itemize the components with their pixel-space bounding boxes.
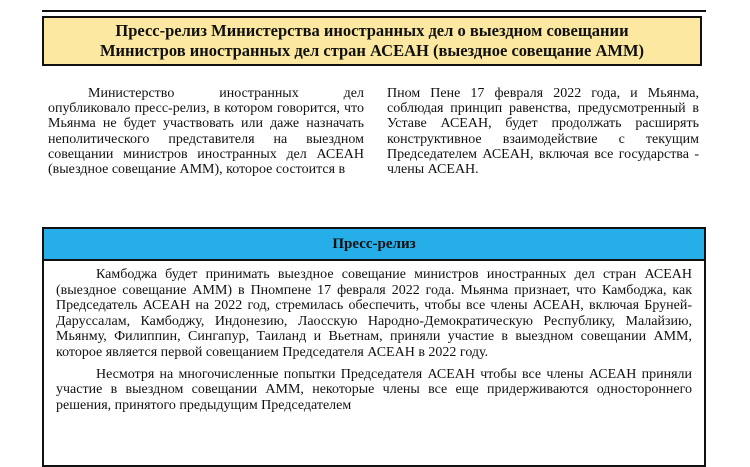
- press-release-body: [44, 261, 704, 413]
- title-banner: [42, 16, 702, 66]
- intro-column-right: [387, 86, 699, 177]
- press-release-heading: Пресс-релиз: [44, 229, 704, 261]
- title-line-2: Министров иностранных дел стран АСЕАН (выездное совещание АММ): [99, 41, 645, 60]
- press-release-box: [42, 227, 706, 467]
- top-rule: [42, 10, 706, 12]
- intro-paragraph-left: Министерство иностранных дел опубликовало пресс-релиз, в котором говорится, что Мьянма не будет участвовать или даже назначать неполитического представителя на выездном совещании министров иностранных дел АСЕАН (выездное совещание АММ), которое состоится в: [48, 86, 364, 178]
- title-line-1: Пресс-релиз Министерства иностранных дел о выездном совещании: [115, 21, 629, 40]
- press-release-paragraph-2: Несмотря на многочисленные попытки Председателя АСЕАН чтобы все члены АСЕАН приняли участие в выездном совещании АММ, некоторые члены все еще придерживаются одностороннего решения, принятого предыдущим Председателем: [56, 366, 692, 413]
- press-release-paragraph-1: Камбоджа будет принимать выездное совещание министров иностранных дел стран АСЕАН (выездное совещание АММ) в Пномпене 17 февраля 2022 года. Мьянма признает, что Камбоджа, как Председатель АСЕАН на 2022 год, стремилась обеспечить, чтобы все члены АСЕАН, включая Бруней-Даруссалам, Камбоджу, Индонезию, Лаосскую Народно-Демократическую Республику, Малайзию, Мьянму, Филиппин, Сингапур, Таиланд и Вьетнам, приняли участие в выездном совещании АММ, которое является первой совещанием Председателя АСЕАН в 2022 году.: [56, 267, 692, 360]
- intro-column-left: [48, 86, 364, 177]
- intro-paragraph-right: Пном Пене 17 февраля 2022 года, и Мьянма, соблюдая принцип равенства, предусмотренный в Уставе АСЕАН, будет продолжать расширять конструктивное взаимодействие с текущим Председателем АСЕАН, включая все государства - члены АСЕАН.: [387, 86, 699, 178]
